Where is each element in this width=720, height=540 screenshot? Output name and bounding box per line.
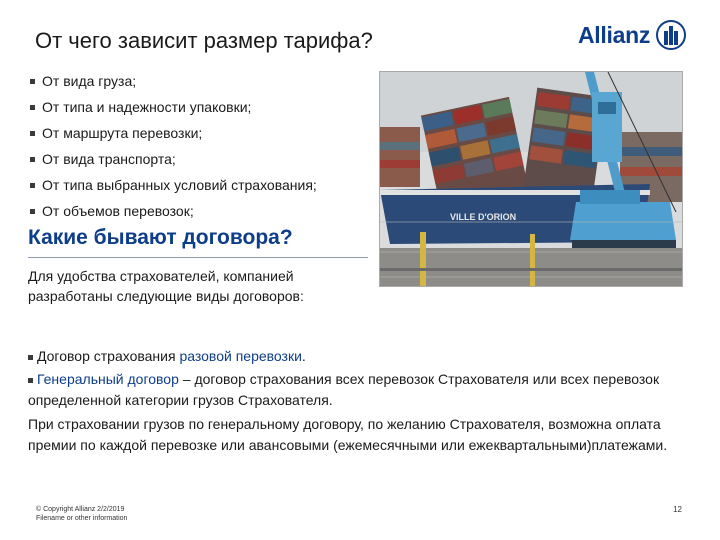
contracts-intro: Для удобства страхователей, компанией разработаны следующие виды договоров: [28,268,304,304]
square-bullet-icon [30,209,35,214]
square-bullet-icon [30,131,35,136]
list-item: От типа и надежности упаковки; [30,94,370,120]
square-bullet-icon [30,79,35,84]
footer-info [36,505,127,523]
square-bullet-icon [30,157,35,162]
allianz-logo [578,18,686,52]
page-number: 12 [673,505,682,514]
list-item: От типа выбранных условий страхования; [30,172,370,198]
general-contract-term: Генеральный договор [37,371,179,387]
logo-wordmark: Allianz [578,21,651,48]
allianz-eagle-icon [656,20,686,50]
single-shipment-term: разовой перевозки [179,348,302,364]
premium-payment-note: При страховании грузов по генеральному договору, по желанию Страхователя, возможна оплата премии по каждой перевозке или авансовыми (ежемесячными или ежеквартальными)платежами. [28,416,668,453]
square-bullet-icon [30,105,35,110]
cargo-ship-photo [379,71,683,287]
list-item: От вида груза; [30,68,370,94]
copyright-text: © Copyright Allianz 2/2/2019 [36,506,125,513]
list-item: От маршрута перевозки; [30,120,370,146]
filename-text: Filename or other information [36,515,128,522]
ship-name-label: VILLE D'ORION [450,212,517,222]
contracts-heading: Какие бывают договора? [28,226,293,249]
list-item: От вида транспорта; [30,146,370,172]
square-bullet-icon [30,183,35,188]
contract-type-general: Генеральный договор – договор страхования всех перевозок Страхователя или всех перевозок определенной категории грузов Страхователя. [28,371,660,408]
square-bullet-icon [28,355,33,360]
contract-type-single: Договор страхования разовой перевозки. [28,346,698,367]
tariff-factors-list [30,68,370,224]
list-item: От объемов перевозок; [30,198,370,224]
square-bullet-icon [28,378,33,383]
section-divider [28,257,368,258]
page-title: От чего зависит размер тарифа? [35,28,373,53]
